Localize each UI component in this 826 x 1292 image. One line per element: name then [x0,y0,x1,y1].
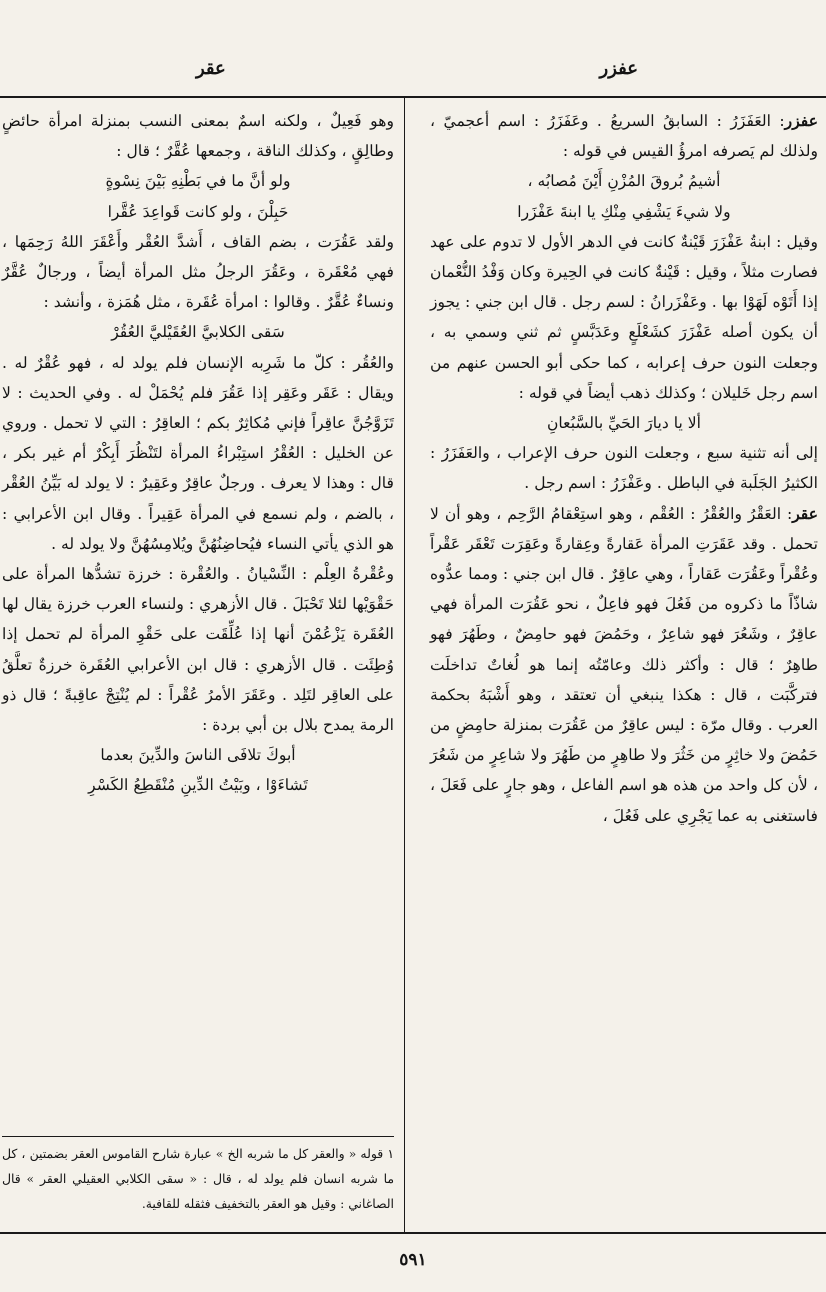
verse-line: حَبِلْنَ ، ولو كانت قَواعِدَ عُقَّرا [107,202,289,221]
entry-text: : العَقْرُ والعُقْرُ : العُقْم ، وهو استِعْقامُ الرَّحِم ، وهو أن لا تحمل . وقد عَقَرَتِ المرأة عَقارةً وعِقارةً وعَقِرَت تَعْقَر عَقْراً وعُقْراً وعَقُرَت عَقاراً ، وهي عاقِرٌ . قال ابن جني : ومما عدُّوه شاذّاً ما ذكروه من فَعُلَ فهو فاعِلٌ ، نحو عَقُرَت المرأة فهي عاقِرٌ ، وشَعُرَ فهو شاعِرٌ ، وحَمُضَ فهو حامِضٌ ، وطَهُرَ فهو طاهِرٌ ؛ قال : وأكثر ذلك وعامّتُه إنما هو لُغاتٌ تداخلَت فتركَّبَت ، قال : هكذا ينبغي أن تعتقد ، وهو أَشْبَهُ بحكمة العرب . وقال مرّة : ليس عاقِرٌ من عَقُرَت بمنزلة حامِضٍ من حَمُضَ ولا خاثِرٍ من خَثُرَ ولا طاهِرٍ من طَهُرَ ولا شاعِرٍ من شَعُرَ ، لأن كل واحد من هذه هو اسم الفاعل ، وهو جارٍ على فَعَلَ ، فاستغنى به عما يَجْرِي على فَعُلَ ، [430,504,818,825]
header-left-title: عقر [196,58,226,79]
entry-paragraph: إلى أنه تثنية سبع ، وجعلت النون حرف الإعراب ، والعَفَزَرُ : الكثيرُ الجَلَبة في الباطل . وعَفْزَرُ : اسم رجل . [430,444,818,493]
page-number: ٥٩١ [399,1250,427,1270]
verse-line: سَقى الكلابيَّ العُقَيْليَّ العُقُرْ [111,323,285,342]
left-column [2,106,394,801]
right-column [430,106,818,831]
entry-headword-afzar: عفزر [784,111,818,130]
entry-paragraph: وقيل : ابنةُ عَفْزَرَ قَيْنةٌ كانت في الدهر الأول لا تدوم على عهد فصارت مثلاً ، وقيل : قَيْنةٌ كانت في الحِيرة وكان وَفْدُ النُّعْمان إذا أَتَوْه لَهَوْا بها . وعَفْزَرانُ : لسم رجل . قال ابن جني : يجوز أن يكون أصله عَفْزَرَ كشَعْلَعٍ وعَدَبَّسٍ ثم ثني وسمي به ، وجعلت النون حرف إعرابه ، كما حكى أبو الحسن عنهم من اسم رجل خَليلان ؛ وكذلك ذهب أيضاً في قوله : [430,232,818,402]
top-rule [0,96,826,98]
column-divider [404,98,405,1232]
entry-aqr [430,499,818,831]
footnote-marker: ١ [387,1146,394,1161]
verse-line: أبوكَ تلافَى الناسَ والدِّينَ بعدما [100,746,296,765]
footnote [2,1136,394,1216]
verse-line: أشيمُ بُروقَ المُزْنِ أَيْنَ مُصابُه ، [527,172,721,191]
entry-paragraph: ولقد عَقُرَت ، بضم القاف ، أَشدَّ العُقْر وأَعْقَرَ اللهُ رَحِمَها ، فهي مُعْقَرة ، وعَقُرَ الرجلُ مثل المرأة أيضاً ، ورجالٌ عُقَّرٌ ونساءٌ عُقَّرٌ . وقالوا : امرأة عُقَرة ، مثل هُمَزة ، وأنشد : [2,232,394,312]
entry-headword-aqr: عقر [792,503,818,523]
header-right-title: عفزر [599,58,638,79]
verse-line: ألا يا ديارَ الحَيِّ بالسَّبُعانِ [546,414,702,433]
bottom-rule [0,1232,826,1234]
entry-paragraph: وهو فَعِيلٌ ، ولكنه اسمٌ بمعنى النسب بمنزلة امرأة حائضٍ وطالِقٍ ، وكذلك الناقة ، وجمعها عُقَّرٌ ؛ قال : [2,112,394,161]
verse-line: ولو أنَّ ما في بَطْنِهِ بَيْنَ نِسْوةٍ [105,172,291,191]
entry-text: : العَفَزَرُ : السابقُ السريعُ . وعَفَزَرُ : اسم أعجميّ ، ولذلك لم يَصرفه امرؤُ القيس في قوله : [430,112,818,161]
footnote-text: قوله « والعقر كل ما شربه الخ » عبارة شارح القاموس العقر بضمتين ، كل ما شربه انسان فلم يولد له ، قال : « سقى الكلابي العقيلي العقر » قال الصاغاني : وقيل هو العقر بالتخفيف فثقله للقافية. [2,1146,394,1211]
entry-afzar [430,106,818,166]
verse-line: تَشاءَوْا ، وبَيْتُ الدِّينِ مُنْقَطِعُ الكَسْرِ [88,776,308,795]
entry-paragraph: وعُقْرةُ العِلْم : النِّسْيانُ . والعُقْرة : خرزة تشدُّها المرأة على حَقْوَيْها لئلا تَحْبَلَ . قال الأزهري : ولنساء العرب خرزة يقال لها العُقَرة يَزْعُمْنَ أنها إذا عُلِّقَت على حَقْوِ المرأة لم تحمل إذا وُطِئَت . قال الأزهري : قال ابن الأعرابي العُقَرة خرزةٌ تعلَّقُ على العاقِر لتَلِد . وعَقَرَ الأمرُ عُقْراً : لم يُنْتِجْ عاقِبةً ؛ قال ذو الرمة يمدح بلال بن أبي بردة : [2,565,394,735]
entry-paragraph: والعُقُر : كلّ ما شَرِبه الإنسان فلم يولد له ، فهو عُقْرٌ له . ويقال : عَقَر وعَقِر إذا عَقُرَ فلم يُحْمَلْ له . وفي الحديث : لا تَزَوَّجُنَّ عاقِراً فإني مُكاثِرٌ بكم ؛ العاقِرُ : التي لا تحمل . وروي عن الخليل : العُقْرُ استِبْراءُ المرأة لتَنْظُرَ أَبِكْرٌ أم غير بكر ، قال : وهذا لا يعرف . ورجلٌ عاقِرٌ وعَقِيرٌ : لا يولد له بَيِّنُ العُقْر ، بالضم ، ولم نسمع في المرأة عَقِيراً . وقال ابن الأعرابي : هو الذي يأتي النساء فيُحاضِنُهُنَّ ويُلامِسُهُنَّ ولا يولد له . [2,353,394,553]
verse-line: ولا شيءَ يَشْفِي مِنْكِ يا ابنةَ عَفْزَرا [517,202,731,221]
